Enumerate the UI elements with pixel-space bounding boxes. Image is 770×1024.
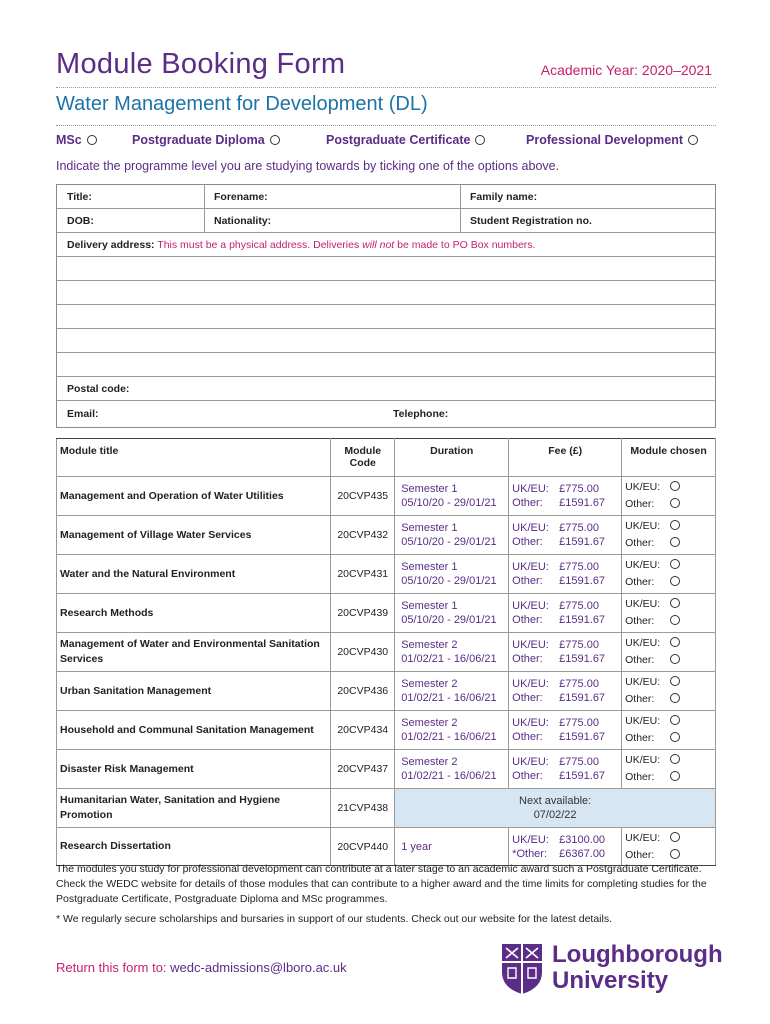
email-label: Email: xyxy=(67,408,99,420)
duration-semester: Semester 1 xyxy=(401,483,458,495)
module-title-cell: Research Methods xyxy=(57,594,331,633)
fee-uk-label: UK/EU: xyxy=(512,756,549,768)
fee-other-value: £6367.00 xyxy=(559,847,606,860)
fee-other xyxy=(512,574,621,588)
duration-cell xyxy=(395,477,509,516)
radio-circle-icon[interactable] xyxy=(670,693,680,703)
duration-dates: 01/02/21 - 16/06/21 xyxy=(401,653,497,665)
fee-uk-label: UK/EU: xyxy=(512,833,549,846)
telephone-label: Telephone: xyxy=(393,408,449,420)
fee-cell xyxy=(509,594,622,633)
module-code-cell: 20CVP432 xyxy=(331,516,395,555)
fee-uk xyxy=(512,677,621,691)
fee-cell xyxy=(509,672,622,711)
fee-uk-label: UK/EU: xyxy=(512,717,549,729)
chosen-uk-option[interactable] xyxy=(625,557,715,574)
fee-other-value: £1591.67 xyxy=(559,614,606,626)
header-module-chosen: Module chosen xyxy=(622,439,716,477)
address-line-2[interactable] xyxy=(57,281,715,305)
chosen-uk-option[interactable] xyxy=(625,830,715,847)
address-label-row xyxy=(57,233,715,257)
radio-circle-icon[interactable] xyxy=(670,832,680,842)
module-chosen-cell xyxy=(622,516,716,555)
level-label: MSc xyxy=(56,133,82,147)
radio-circle-icon[interactable] xyxy=(670,676,680,686)
fee-cell xyxy=(509,711,622,750)
fee-uk xyxy=(512,521,621,535)
fee-uk-value: £775.00 xyxy=(559,678,599,690)
module-code-cell: 20CVP431 xyxy=(331,555,395,594)
fee-uk xyxy=(512,716,621,730)
fee-uk-label: UK/EU: xyxy=(512,639,549,651)
fee-other-value: £1591.67 xyxy=(559,770,606,782)
radio-circle-icon[interactable] xyxy=(670,559,680,569)
table-row xyxy=(57,633,716,672)
module-table xyxy=(56,438,716,866)
module-title-cell: Humanitarian Water, Sanitation and Hygiene Promotion xyxy=(57,789,331,828)
chosen-other-option[interactable] xyxy=(625,652,715,669)
module-code-cell: 20CVP437 xyxy=(331,750,395,789)
chosen-other-option[interactable] xyxy=(625,496,715,513)
fee-other-value: £1591.67 xyxy=(559,731,606,743)
module-title-cell: Management of Water and Environmental Sanitation Services xyxy=(57,633,331,672)
duration-dates: 05/10/20 - 29/01/21 xyxy=(401,536,497,548)
divider xyxy=(460,209,461,233)
chosen-other-option[interactable] xyxy=(625,691,715,708)
duration-dates: 05/10/20 - 29/01/21 xyxy=(401,614,497,626)
title-label: Title: xyxy=(67,191,92,203)
fee-other-label: Other: xyxy=(512,614,543,626)
radio-circle-icon[interactable] xyxy=(670,732,680,742)
address-line-3[interactable] xyxy=(57,305,715,329)
chosen-uk-label: UK/EU: xyxy=(625,598,661,610)
duration-dates: 05/10/20 - 29/01/21 xyxy=(401,497,497,509)
chosen-other-label: Other: xyxy=(625,654,655,666)
radio-circle-icon[interactable] xyxy=(475,135,485,145)
duration-cell xyxy=(395,750,509,789)
next-available-cell xyxy=(395,789,716,828)
duration-semester: Semester 2 xyxy=(401,678,458,690)
fee-other-label: Other: xyxy=(512,692,543,704)
logo-line1: Loughborough xyxy=(552,941,723,968)
registration-label: Student Registration no. xyxy=(470,215,592,227)
module-title-cell: Urban Sanitation Management xyxy=(57,672,331,711)
radio-circle-icon[interactable] xyxy=(270,135,280,145)
module-code-cell: 20CVP434 xyxy=(331,711,395,750)
fee-uk xyxy=(512,755,621,769)
return-label: Return this form to: xyxy=(56,960,171,975)
module-title-cell: Research Dissertation xyxy=(57,828,331,866)
fee-other-label: Other: xyxy=(512,497,543,509)
chosen-uk-option[interactable] xyxy=(625,518,715,535)
fee-uk-label: UK/EU: xyxy=(512,600,549,612)
chosen-other-label: Other: xyxy=(625,537,655,549)
table-row xyxy=(57,828,716,866)
chosen-other-label: Other: xyxy=(625,615,655,627)
chosen-uk-option[interactable] xyxy=(625,479,715,496)
chosen-other-option[interactable] xyxy=(625,730,715,747)
chosen-other-label: Other: xyxy=(625,576,655,588)
fee-uk-value: £775.00 xyxy=(559,717,599,729)
module-title-cell: Management and Operation of Water Utilities xyxy=(57,477,331,516)
next-available-label: Next available: xyxy=(519,795,592,807)
fee-other-value: £1591.67 xyxy=(559,653,606,665)
level-option-professional[interactable] xyxy=(526,133,698,147)
module-chosen-cell xyxy=(622,750,716,789)
radio-circle-icon[interactable] xyxy=(670,598,680,608)
chosen-uk-label: UK/EU: xyxy=(625,676,661,688)
fee-other-value: £1591.67 xyxy=(559,536,606,548)
chosen-other-label: Other: xyxy=(625,732,655,744)
radio-circle-icon[interactable] xyxy=(670,615,680,625)
fee-uk-label: UK/EU: xyxy=(512,561,549,573)
fee-cell xyxy=(509,750,622,789)
fee-other-label: Other: xyxy=(512,770,543,782)
delivery-address-label xyxy=(67,239,535,251)
duration-semester: Semester 1 xyxy=(401,600,458,612)
duration-cell xyxy=(395,633,509,672)
fee-cell xyxy=(509,555,622,594)
duration-cell xyxy=(395,516,509,555)
duration-semester: Semester 2 xyxy=(401,717,458,729)
radio-circle-icon[interactable] xyxy=(87,135,97,145)
module-code-cell: 20CVP430 xyxy=(331,633,395,672)
postal-code-row[interactable] xyxy=(57,377,715,401)
chosen-other-option[interactable] xyxy=(625,613,715,630)
return-instructions xyxy=(56,960,347,975)
header-fee: Fee (£) xyxy=(509,439,622,477)
fee-other xyxy=(512,847,621,861)
fee-uk xyxy=(512,599,621,613)
table-row xyxy=(57,750,716,789)
university-crest-icon xyxy=(500,942,544,996)
family-name-label: Family name: xyxy=(470,191,538,203)
duration-cell xyxy=(395,594,509,633)
module-code-cell: 20CVP435 xyxy=(331,477,395,516)
fee-other-label: Other: xyxy=(512,653,543,665)
duration-dates: 01/02/21 - 16/06/21 xyxy=(401,692,497,704)
table-header-row xyxy=(57,439,716,477)
module-code-cell: 20CVP436 xyxy=(331,672,395,711)
instruction-text: Indicate the programme level you are studying towards by ticking one of the options above. xyxy=(56,159,560,173)
fee-other-label: Other: xyxy=(512,731,543,743)
chosen-other-option[interactable] xyxy=(625,769,715,786)
fee-uk-value: £3100.00 xyxy=(559,833,606,846)
duration-cell: 1 year xyxy=(395,828,509,866)
module-chosen-cell xyxy=(622,828,716,866)
module-title-cell: Management of Village Water Services xyxy=(57,516,331,555)
level-option-pg-diploma[interactable] xyxy=(132,133,280,147)
address-line-4[interactable] xyxy=(57,329,715,353)
chosen-uk-label: UK/EU: xyxy=(625,481,661,493)
module-chosen-cell xyxy=(622,672,716,711)
header-code-line1: Module xyxy=(344,445,382,457)
module-title-cell: Water and the Natural Environment xyxy=(57,555,331,594)
duration-dates: 01/02/21 - 16/06/21 xyxy=(401,770,497,782)
address-line-5[interactable] xyxy=(57,353,715,377)
fee-other-label: Other: xyxy=(512,575,543,587)
fee-other-value: £1591.67 xyxy=(559,497,606,509)
chosen-uk-option[interactable] xyxy=(625,596,715,613)
logo-line2: University xyxy=(552,967,669,994)
duration-semester: Semester 1 xyxy=(401,561,458,573)
level-label: Professional Development xyxy=(526,133,683,147)
chosen-uk-option[interactable] xyxy=(625,713,715,730)
fee-other xyxy=(512,652,621,666)
dob-label: DOB: xyxy=(67,215,94,227)
duration-dates: 01/02/21 - 16/06/21 xyxy=(401,731,497,743)
duration-cell xyxy=(395,711,509,750)
academic-year: Academic Year: 2020–2021 xyxy=(540,62,712,78)
radio-circle-icon[interactable] xyxy=(670,654,680,664)
chosen-uk-label: UK/EU: xyxy=(625,559,661,571)
next-available-date: 07/02/22 xyxy=(533,809,577,821)
radio-circle-icon[interactable] xyxy=(688,135,698,145)
fee-uk-value: £775.00 xyxy=(559,756,599,768)
chosen-other-option[interactable] xyxy=(625,574,715,591)
radio-circle-icon[interactable] xyxy=(670,771,680,781)
duration-semester: Semester 2 xyxy=(401,639,458,651)
chosen-uk-label: UK/EU: xyxy=(625,637,661,649)
fee-other xyxy=(512,691,621,705)
module-code-cell: 20CVP439 xyxy=(331,594,395,633)
fee-uk-value: £775.00 xyxy=(559,561,599,573)
level-option-pg-certificate[interactable] xyxy=(326,133,485,147)
fee-cell xyxy=(509,828,622,866)
header-duration: Duration xyxy=(395,439,509,477)
fee-other xyxy=(512,535,621,549)
fee-uk xyxy=(512,833,621,847)
duration-cell xyxy=(395,672,509,711)
level-label: Postgraduate Certificate xyxy=(326,133,471,147)
chosen-other-label: Other: xyxy=(625,498,655,510)
level-label: Postgraduate Diploma xyxy=(132,133,265,147)
chosen-uk-label: UK/EU: xyxy=(625,754,661,766)
module-chosen-cell xyxy=(622,633,716,672)
fee-other xyxy=(512,613,621,627)
fee-other-value: £1591.67 xyxy=(559,575,606,587)
address-note-emphasis: will not xyxy=(362,239,395,251)
header-module-title: Module title xyxy=(57,439,331,477)
personal-details-box xyxy=(56,184,716,428)
fee-other xyxy=(512,769,621,783)
divider xyxy=(204,209,205,233)
loughborough-logo xyxy=(500,940,723,1000)
table-row xyxy=(57,555,716,594)
chosen-uk-label: UK/EU: xyxy=(625,831,661,844)
chosen-other-label: Other: xyxy=(625,848,655,861)
fee-other-label: *Other: xyxy=(512,847,548,860)
module-code-cell: 20CVP440 xyxy=(331,828,395,866)
duration-semester: Semester 1 xyxy=(401,522,458,534)
fee-uk-value: £775.00 xyxy=(559,639,599,651)
chosen-uk-option[interactable] xyxy=(625,752,715,769)
module-chosen-cell xyxy=(622,477,716,516)
return-email-link[interactable]: wedc-admissions@lboro.ac.uk xyxy=(170,960,347,975)
professional-development-note: The modules you study for professional development can contribute at a later stage to an academic award such a Postgraduate Certificate. Check the WEDC website for details of those modules that can contribute to a higher award and the time limits for completing studies for the Postgraduate Certificate, Postgraduate Diploma and MSc programmes. xyxy=(56,863,707,905)
chosen-other-option[interactable] xyxy=(625,847,715,864)
module-chosen-cell xyxy=(622,594,716,633)
chosen-uk-label: UK/EU: xyxy=(625,715,661,727)
fee-other-value: £1591.67 xyxy=(559,692,606,704)
divider xyxy=(56,125,716,126)
radio-circle-icon[interactable] xyxy=(670,849,680,859)
module-code-cell: 21CVP438 xyxy=(331,789,395,828)
radio-circle-icon[interactable] xyxy=(670,537,680,547)
programme-title: Water Management for Development (DL) xyxy=(56,93,428,115)
divider xyxy=(204,185,205,209)
address-note xyxy=(155,239,536,251)
fee-cell xyxy=(509,633,622,672)
chosen-other-label: Other: xyxy=(625,771,655,783)
table-row xyxy=(57,516,716,555)
address-label-text: Delivery address: xyxy=(67,239,155,251)
page-title: Module Booking Form xyxy=(56,48,346,80)
module-title-cell: Household and Communal Sanitation Management xyxy=(57,711,331,750)
radio-circle-icon[interactable] xyxy=(670,637,680,647)
fee-uk-value: £775.00 xyxy=(559,600,599,612)
nationality-label: Nationality: xyxy=(214,215,272,227)
table-row xyxy=(57,594,716,633)
fee-uk-label: UK/EU: xyxy=(512,522,549,534)
radio-circle-icon[interactable] xyxy=(670,754,680,764)
address-line-1[interactable] xyxy=(57,257,715,281)
fee-uk xyxy=(512,560,621,574)
fee-uk xyxy=(512,638,621,652)
module-chosen-cell xyxy=(622,711,716,750)
fee-uk-label: UK/EU: xyxy=(512,678,549,690)
fee-other xyxy=(512,730,621,744)
address-note-post: be made to PO Box numbers. xyxy=(394,239,536,251)
fee-other xyxy=(512,496,621,510)
fee-uk-value: £775.00 xyxy=(559,522,599,534)
radio-circle-icon[interactable] xyxy=(670,520,680,530)
radio-circle-icon[interactable] xyxy=(670,498,680,508)
radio-circle-icon[interactable] xyxy=(670,576,680,586)
chosen-uk-label: UK/EU: xyxy=(625,520,661,532)
fee-other-label: Other: xyxy=(512,536,543,548)
chosen-uk-option[interactable] xyxy=(625,635,715,652)
dob-row xyxy=(57,209,715,233)
table-row xyxy=(57,672,716,711)
radio-circle-icon[interactable] xyxy=(670,715,680,725)
forename-label: Forename: xyxy=(214,191,268,203)
table-row xyxy=(57,477,716,516)
divider xyxy=(460,185,461,209)
fee-cell xyxy=(509,477,622,516)
table-row xyxy=(57,789,716,828)
chosen-other-option[interactable] xyxy=(625,535,715,552)
contact-row xyxy=(57,401,715,427)
scholarship-note: * We regularly secure scholarships and bursaries in support of our students. Check out our website for the latest details. xyxy=(56,913,613,925)
title-row xyxy=(56,48,716,88)
module-title-cell: Disaster Risk Management xyxy=(57,750,331,789)
chosen-other-label: Other: xyxy=(625,693,655,705)
logo-text xyxy=(552,942,723,994)
fee-uk-label: UK/EU: xyxy=(512,483,549,495)
fee-uk xyxy=(512,482,621,496)
radio-circle-icon[interactable] xyxy=(670,481,680,491)
level-option-msc[interactable] xyxy=(56,133,97,147)
duration-dates: 05/10/20 - 29/01/21 xyxy=(401,575,497,587)
fee-cell xyxy=(509,516,622,555)
module-chosen-cell xyxy=(622,555,716,594)
postal-code-label: Postal code: xyxy=(67,383,130,395)
programme-level-options xyxy=(56,133,718,151)
duration-semester: Semester 2 xyxy=(401,756,458,768)
duration-cell xyxy=(395,555,509,594)
table-row xyxy=(57,711,716,750)
address-note-pre: This must be a physical address. Deliveries xyxy=(154,239,363,251)
name-row xyxy=(57,185,715,209)
fee-uk-value: £775.00 xyxy=(559,483,599,495)
chosen-uk-option[interactable] xyxy=(625,674,715,691)
header-code-line2: Code xyxy=(349,457,376,469)
header-module-code xyxy=(331,439,395,477)
